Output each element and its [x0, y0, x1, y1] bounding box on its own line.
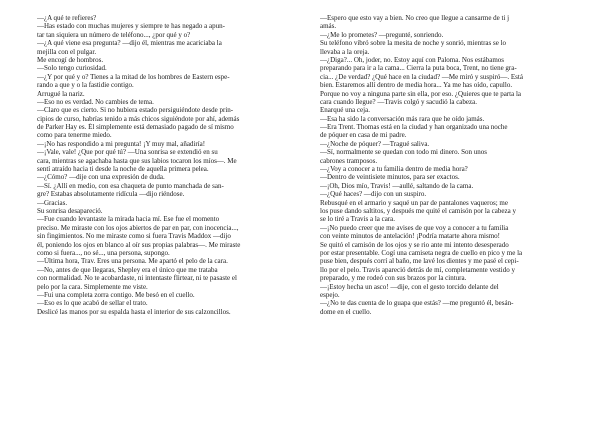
text-line: cara, mientras se agachaba hasta que sus labios tocaron los míos—. Me [37, 156, 237, 165]
text-line: Me encogí de hombros. [37, 55, 104, 64]
text-line: mejilla con el pulgar. [37, 47, 97, 56]
text-line: cipios de curso, habrías tenido a más chicos siguiéndote por ahí, además [37, 114, 240, 123]
text-line: —¿No te das cuenta de lo guapa que estás? —me preguntó él, besán- [320, 299, 514, 308]
text-line: —¿Noche de póquer? —Tragué saliva. [320, 139, 430, 148]
text-line: —¡Vale, vale! ¿Que por qué tú? —Una sonrisa se extendió en su [37, 148, 218, 157]
text-line: Se quitó el camisón de los ojos y se rio ante mi intento desesperado [320, 240, 509, 249]
text-line: —¿Me lo prometes? —pregunté, sonriendo. [320, 30, 444, 39]
text-line: —¿Qué haces? —dijo con un suspiro. [320, 190, 427, 199]
text-line: —Esa ha sido la conversación más rara que he oído jamás. [320, 114, 485, 123]
text-line: —¿Cómo? —dije con una expresión de duda. [37, 173, 165, 182]
text-line: tar tan siquiera un número de teléfono..., ¿por qué y o? [37, 30, 191, 39]
text-line: Deslicé las manos por su espalda hasta el interior de sus calzoncillos. [37, 307, 231, 316]
text-line: —Fui una completa zorra contigo. Me besó en el cuello. [37, 290, 195, 299]
text-line: con veinte minutos de antelación! ¡Podría matarte ahora mismo! [320, 232, 500, 241]
text-line: —¿Diga?... Oh, joder, no. Estoy aquí con Paloma. Nos estábamos [320, 55, 505, 64]
text-line: con normalidad. No te acobardaste, ni intentaste flirtear, ni te pasaste el [37, 274, 237, 283]
text-line: —Eso es lo que acabó de sellar el trato. [37, 299, 148, 308]
text-line: los puse dando saltitos, y después me quité el camisón por la cabeza y [320, 206, 516, 215]
text-line: —¡No has respondido a mi pregunta! ¡Y muy mal, añadiría! [37, 139, 206, 148]
text-line: preciso. Me miraste con los ojos abiertos de par en par, con inocencia..., [37, 223, 239, 232]
text-line: Porque no voy a ninguna parte sin ella, por eso. ¿Quieres que te parta la [320, 89, 521, 98]
text-line: —Espero que esto vay a bien. No creo que llegue a cansarme de ti j [320, 14, 510, 22]
text-line: pelo por la cara. Simplemente me viste. [37, 282, 148, 291]
text-line: —¿A qué te refieres? [37, 14, 97, 22]
text-line: bien. Estaremos allí dentro de media hora... Ya me has oído, capullo. [320, 81, 513, 90]
text-line: como si fuera..., no sé..., una persona, supongo. [37, 248, 170, 257]
text-line: —¿Voy a conocer a tu familia dentro de media hora? [320, 165, 468, 174]
text-line: Enarqué una ceja. [320, 106, 370, 115]
text-line: amás. [320, 22, 337, 31]
text-line: —Dentro de veintisiete minutos, para ser exactos. [320, 173, 460, 182]
text-line: rando a que y o la fastidie contigo. [37, 81, 134, 90]
text-line: preparando para ir a la cama... Cierra la puta boca, Trent, no tiene gra- [320, 64, 517, 73]
text-line: —¿A qué viene esa pregunta? —dijo él, mientras me acariciaba la [37, 39, 222, 48]
text-line: Arrugué la nariz. [37, 89, 85, 98]
text-line: como para tenerme miedo. [37, 131, 112, 140]
text-line: por estar presentable. Cogí una camiseta negra de cuello en pico y me la [320, 248, 523, 257]
text-line: llevaba a la oreja. [320, 47, 370, 56]
text-line: dome en el cuello. [320, 307, 372, 316]
left-page [37, 14, 295, 316]
text-line: preparado, y me rodeó con sus brazos por la cintura. [320, 274, 467, 283]
text-line: cia... ¿De verdad? ¿Qué hace en la ciudad? —Me miró y suspiró—. Está [320, 72, 523, 81]
text-line: de póquer en casa de mi padre. [320, 131, 407, 140]
text-line: —Sí, normalmente se quedan con todo mi dinero. Son unos [320, 148, 488, 157]
text-line: —Claro que es cierto. Si no hubiera estado persiguiéndote desde prin- [37, 106, 234, 115]
text-line: llo por el pelo. Travis apareció detrás de mí, completamente vestido y [320, 265, 515, 274]
text-line: —Era Trent. Thomas está en la ciudad y han organizado una noche [320, 123, 508, 132]
text-line: —¡No puedo creer que me avises de que voy a conocer a tu familia [320, 223, 509, 232]
text-line: —¡Oh, Dios mío, Travis! —aullé, saltando de la cama. [320, 181, 474, 190]
text-line: —¿Y por qué y o? Tienes a la mitad de los hombres de Eastern espe- [37, 72, 230, 81]
text-line: —Gracias. [37, 198, 68, 207]
text-line: —¡Estoy hecha un asco! —dije, con el gesto torcido delante del [320, 282, 499, 291]
text-line: Rebusqué en el armario y saqué un par de pantalones vaqueros; me [320, 198, 508, 207]
text-line: cara cuando llegue? —Travis colgó y sacudió la cabeza. [320, 97, 477, 106]
text-line: puse bien, después corrí al baño, me lavé los dientes y me pasé el cepi- [320, 257, 519, 266]
text-line: —Eso no es verdad. No cambies de tema. [37, 97, 154, 106]
text-line: Su sonrisa desapareció. [37, 206, 103, 215]
text-line: sentí atraído hacia ti desde la noche de aquella primera pelea. [37, 165, 209, 174]
text-line: —Sí. ¿Allí en medio, con esa chaqueta de punto manchada de san- [37, 181, 224, 190]
text-line: gre? Estabas absolutamente ridícula —dijo riéndose. [37, 190, 185, 199]
text-line: sin fingimientos. No me miraste como si fuera Travis Maddox —dijo [37, 232, 231, 241]
text-line: —No, antes de que llegaras, Shepley era el único que me trataba [37, 265, 218, 274]
text-line: —Fue cuando levantaste la mirada hacia mí. Ese fue el momento [37, 215, 220, 224]
text-line: —Última hora, Trav. Eres una persona. Me apartó el pelo de la cara. [37, 257, 228, 266]
text-line: él, poniendo los ojos en blanco al oír sus propias palabras—. Me miraste [37, 240, 241, 249]
text-line: espejo. [320, 290, 340, 299]
text-line: —Has estado con muchas mujeres y siempre te has negado a apun- [37, 22, 225, 31]
text-line: se lo tiré a Travis a la cara. [320, 215, 396, 224]
text-line: Su teléfono vibró sobre la mesita de noche y sonrió, mientras se lo [320, 39, 507, 48]
text-line: —Solo tengo curiosidad. [37, 64, 107, 73]
text-line: de Parker Hay es. Él simplemente está demasiado pagado de sí mismo [37, 123, 234, 132]
text-line: cabrones tramposos. [320, 156, 378, 165]
right-page [320, 14, 578, 316]
